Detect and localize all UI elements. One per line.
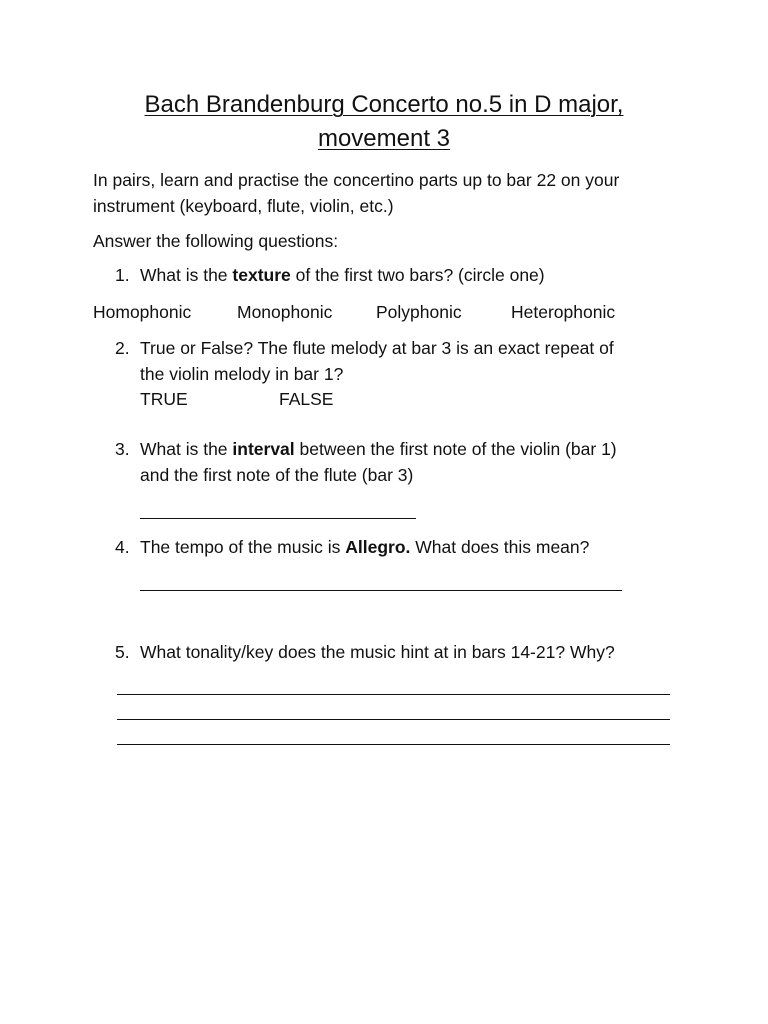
- intro-line-1: In pairs, learn and practise the concertino parts up to bar 22 on your: [93, 170, 620, 190]
- question-1-after: of the first two bars? (circle one): [290, 265, 545, 285]
- question-2-line-2: the violin melody in bar 1?: [140, 364, 344, 384]
- question-1-keyword: texture: [232, 265, 291, 285]
- option-heterophonic[interactable]: Heterophonic: [511, 302, 616, 322]
- question-4-text: [140, 534, 589, 560]
- question-5-answer-line-2[interactable]: [117, 719, 670, 720]
- question-4-after: What does this mean?: [410, 537, 590, 557]
- question-3-line-2: and the first note of the flute (bar 3): [140, 465, 414, 485]
- answer-prompt: Answer the following questions:: [93, 231, 339, 251]
- question-3-number: 3.: [115, 439, 130, 459]
- worksheet-title: [100, 88, 668, 156]
- question-5-answer-line-1[interactable]: [117, 694, 670, 695]
- option-true[interactable]: TRUE: [140, 389, 188, 409]
- question-2-line-1: True or False? The flute melody at bar 3 is an exact repeat of: [140, 338, 614, 358]
- option-monophonic[interactable]: Monophonic: [237, 302, 333, 322]
- option-homophonic[interactable]: Homophonic: [93, 302, 192, 322]
- question-3-line-1: [140, 436, 617, 462]
- question-4-number: 4.: [115, 537, 130, 557]
- title-line-1: Bach Brandenburg Concerto no.5 in D major,: [144, 91, 624, 118]
- question-4-keyword: Allegro.: [345, 537, 411, 557]
- question-5-text: What tonality/key does the music hint at in bars 14-21? Why?: [140, 642, 615, 662]
- question-1-number: 1.: [115, 265, 130, 285]
- question-1-text: [140, 262, 545, 288]
- question-3-answer-line[interactable]: [140, 518, 416, 519]
- question-4-before: The tempo of the music is: [140, 537, 346, 557]
- question-5-answer-line-3[interactable]: [117, 744, 670, 745]
- question-3-before: What is the: [140, 439, 233, 459]
- option-false[interactable]: FALSE: [279, 389, 334, 409]
- question-1-before: What is the: [140, 265, 233, 285]
- question-5-number: 5.: [115, 642, 130, 662]
- question-3-after: between the first note of the violin (bar 1): [294, 439, 617, 459]
- title-line-2: movement 3: [317, 125, 451, 152]
- intro-line-2: instrument (keyboard, flute, violin, etc.): [93, 196, 394, 216]
- question-3-keyword: interval: [232, 439, 295, 459]
- question-2-number: 2.: [115, 338, 130, 358]
- option-polyphonic[interactable]: Polyphonic: [376, 302, 462, 322]
- question-4-answer-line[interactable]: [140, 590, 622, 591]
